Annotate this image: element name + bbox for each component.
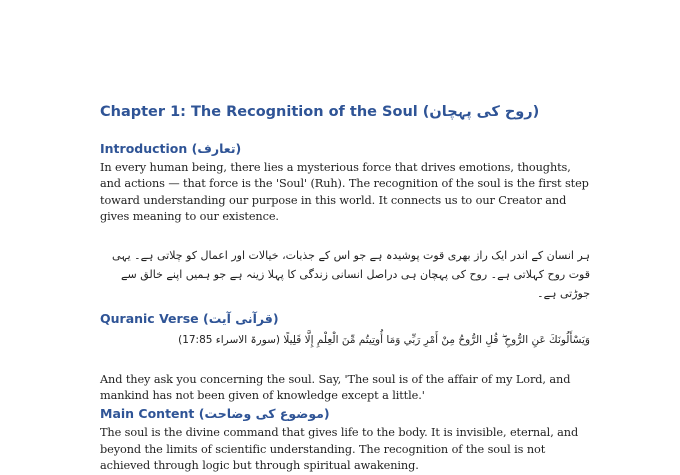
main-content-english-text: The soul is the divine command that gives life to the body. It is invisible, eternal, and beyond the limits of scientific understanding. The recognition of the soul is not achieved through logic but through spiritual awakening. — [100, 426, 579, 473]
quranic-verse-section — [100, 309, 590, 405]
introduction-heading: Introduction (تعارف) — [100, 141, 242, 156]
quranic-verse-arabic-text: وَيَسْأَلُونَكَ عَنِ الرُّوحِ ۖ قُلِ الرُّوحُ مِنْ أَمْرِ رَبِّي وَمَا أُوتِيتُم مِّنَ الْعِلْمِ إِلَّا قَلِيلًا (سورۃ الاسراء 17:85) — [178, 333, 590, 346]
main-content-section — [100, 404, 590, 474]
main-content-heading: Main Content (موضوع کی وضاحت) — [100, 406, 330, 422]
introduction-section — [100, 139, 590, 303]
quranic-verse-translation: And they ask you concerning the soul. Say, 'The soul is of the affair of my Lord, and mankind has not been given of knowledge except a little.' — [100, 372, 571, 403]
quranic-verse-heading: Quranic Verse (قرآنی آیت) — [100, 310, 279, 326]
introduction-urdu-text: ہر انسان کے اندر ایک راز بھری قوت پوشیدہ ہے جو اس کے جذبات، خیالات اور اعمال کو چلاتی ہے۔ یہی قوت روح کہلاتی ہے۔ روح کی پہچان ہی دراصل انسانی زندگی کا پہلا زینہ ہے جو ہمیں اپنے خالق سے جوڑتی ہے۔ — [111, 248, 590, 300]
chapter-title: Chapter 1: The Recognition of the Soul (روح کی پہچان) — [100, 104, 540, 120]
introduction-english-text: In every human being, there lies a mysterious force that drives emotions, thoughts, and actions — that force is the 'Soul' (Ruh). The recognition of the soul is the first step toward understanding our purpose in this world. It connects us to our Creator and gives meaning to our existence. — [100, 161, 589, 224]
